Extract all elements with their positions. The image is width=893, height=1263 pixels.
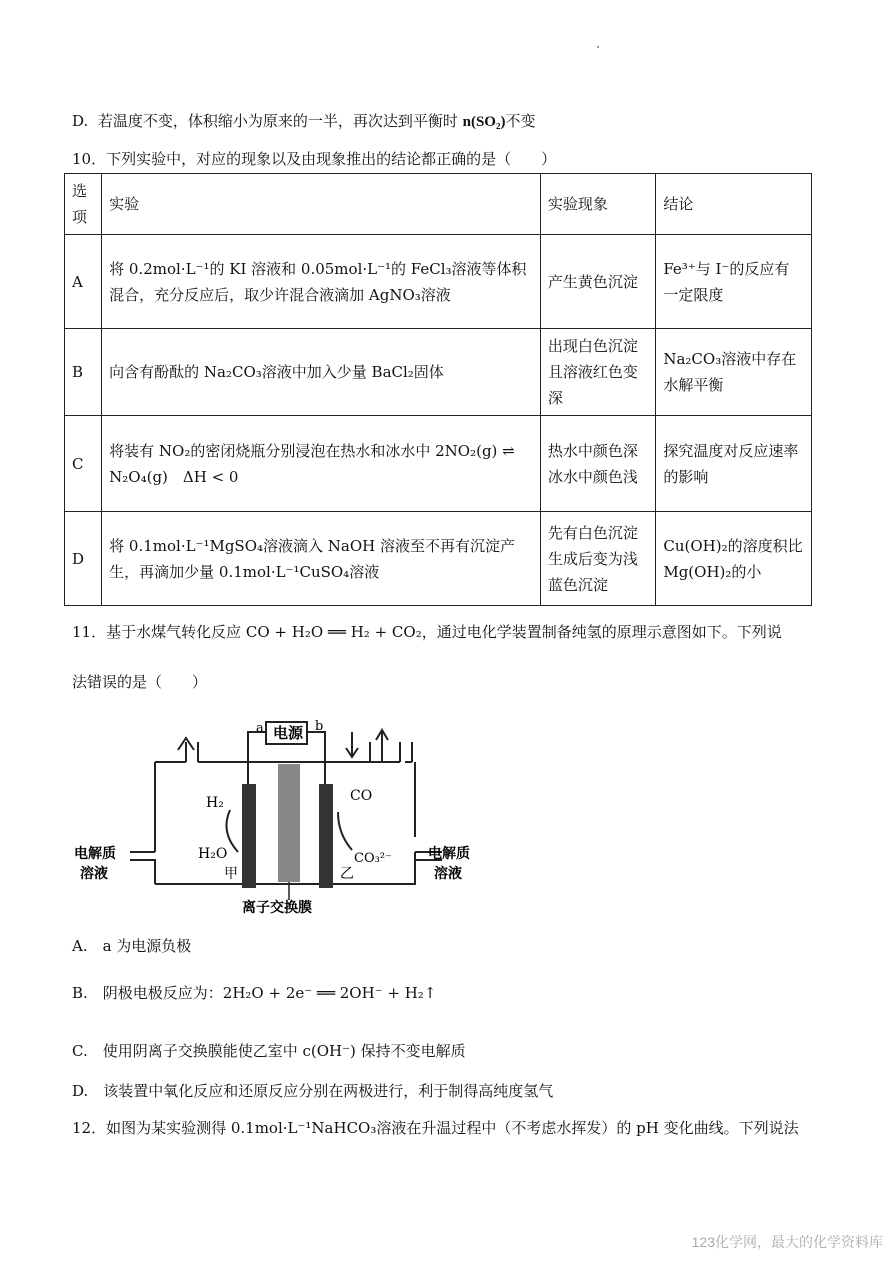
right-electrolyte-2: 溶液 xyxy=(434,866,462,882)
footer-watermark: 123化学网，最大的化学资料库 xyxy=(691,1234,883,1250)
row-experiment: 将 0.2mol·L⁻¹的 KI 溶液和 0.05mol·L⁻¹的 FeCl₃溶液等体积混合，充分反应后，取少许混合液滴加 AgNO₃溶液 xyxy=(102,235,541,329)
row-conclusion: Cu(OH)₂的溶度积比 Mg(OH)₂的小 xyxy=(656,512,812,606)
electrolysis-diagram xyxy=(70,712,490,917)
label-co: CO xyxy=(350,788,373,804)
row-option: D xyxy=(65,512,102,606)
row-experiment: 将 0.1mol·L⁻¹MgSO₄溶液滴入 NaOH 溶液至不再有沉淀产生，再滴加少量 0.1mol·L⁻¹CuSO₄溶液 xyxy=(102,512,541,606)
power-label: 电源 xyxy=(273,724,304,742)
left-electrolyte-2: 溶液 xyxy=(80,866,108,882)
header-phenomenon: 实验现象 xyxy=(540,174,655,235)
row-conclusion: Fe³⁺与 I⁻的反应有一定限度 xyxy=(656,235,812,329)
row-phenomenon: 出现白色沉淀且溶液红色变深 xyxy=(540,329,655,416)
q11-option-b: B. 阴极电极反应为：2H₂O + 2e⁻ ══ 2OH⁻ + H₂↑ xyxy=(72,984,437,1002)
label-h2: H₂ xyxy=(206,795,224,811)
row-option: A xyxy=(65,235,102,329)
q10-table xyxy=(64,173,812,606)
header-experiment: 实验 xyxy=(102,174,541,235)
label-a: a xyxy=(256,721,264,736)
formula: n(SO₂) xyxy=(462,114,506,130)
row-option: C xyxy=(65,416,102,512)
label-jia: 甲 xyxy=(224,866,238,882)
table-row xyxy=(65,329,812,416)
q11-stem-line2: 法错误的是（ ） xyxy=(72,673,208,691)
q9-option-d: D. 若温度不变，体积缩小为原来的一半，再次达到平衡时 n(SO₂)不变 xyxy=(72,112,536,130)
row-phenomenon: 先有白色沉淀生成后变为浅蓝色沉淀 xyxy=(540,512,655,606)
row-phenomenon: 热水中颜色深冰水中颜色浅 xyxy=(540,416,655,512)
q11-option-d: D. 该装置中氧化反应和还原反应分别在两极进行，利于制得高纯度氢气 xyxy=(72,1082,554,1100)
membrane-label: 离子交换膜 xyxy=(242,900,312,916)
table-row xyxy=(65,416,812,512)
row-conclusion: 探究温度对反应速率的影响 xyxy=(656,416,812,512)
speck xyxy=(597,46,599,48)
row-experiment: 向含有酚酞的 Na₂CO₃溶液中加入少量 BaCl₂固体 xyxy=(102,329,541,416)
label-h2o: H₂O xyxy=(198,846,228,862)
table-row xyxy=(65,512,812,606)
q11-option-a: A. a 为电源负极 xyxy=(72,937,192,955)
left-electrolyte-1: 电解质 xyxy=(74,846,116,862)
row-conclusion: Na₂CO₃溶液中存在水解平衡 xyxy=(656,329,812,416)
right-electrolyte-1: 电解质 xyxy=(428,846,470,862)
q11-option-c: C. 使用阴离子交换膜能使乙室中 c(OH⁻) 保持不变电解质 xyxy=(72,1042,466,1060)
table-header-row xyxy=(65,174,812,235)
q12-stem: 12．如图为某实验测得 0.1mol·L⁻¹NaHCO₃溶液在升温过程中（不考虑水挥发）的 pH 变化曲线。下列说法 xyxy=(72,1119,799,1137)
q10-stem: 10．下列实验中，对应的现象以及由现象推出的结论都正确的是（ ） xyxy=(72,150,557,168)
header-conclusion: 结论 xyxy=(656,174,812,235)
q11-stem-line1: 11．基于水煤气转化反应 CO + H₂O ══ H₂ + CO₂，通过电化学装置制备纯氢的原理示意图如下。下列说 xyxy=(72,623,782,641)
label-co3: CO₃²⁻ xyxy=(354,851,392,866)
label-b: b xyxy=(315,719,324,734)
row-phenomenon: 产生黄色沉淀 xyxy=(540,235,655,329)
row-option: B xyxy=(65,329,102,416)
table-row xyxy=(65,235,812,329)
label-yi: 乙 xyxy=(340,866,354,882)
header-option: 选项 xyxy=(65,174,102,235)
row-experiment: 将装有 NO₂的密闭烧瓶分别浸泡在热水和冰水中 2NO₂(g) ⇌ N₂O₄(g) ΔH < 0 xyxy=(102,416,541,512)
